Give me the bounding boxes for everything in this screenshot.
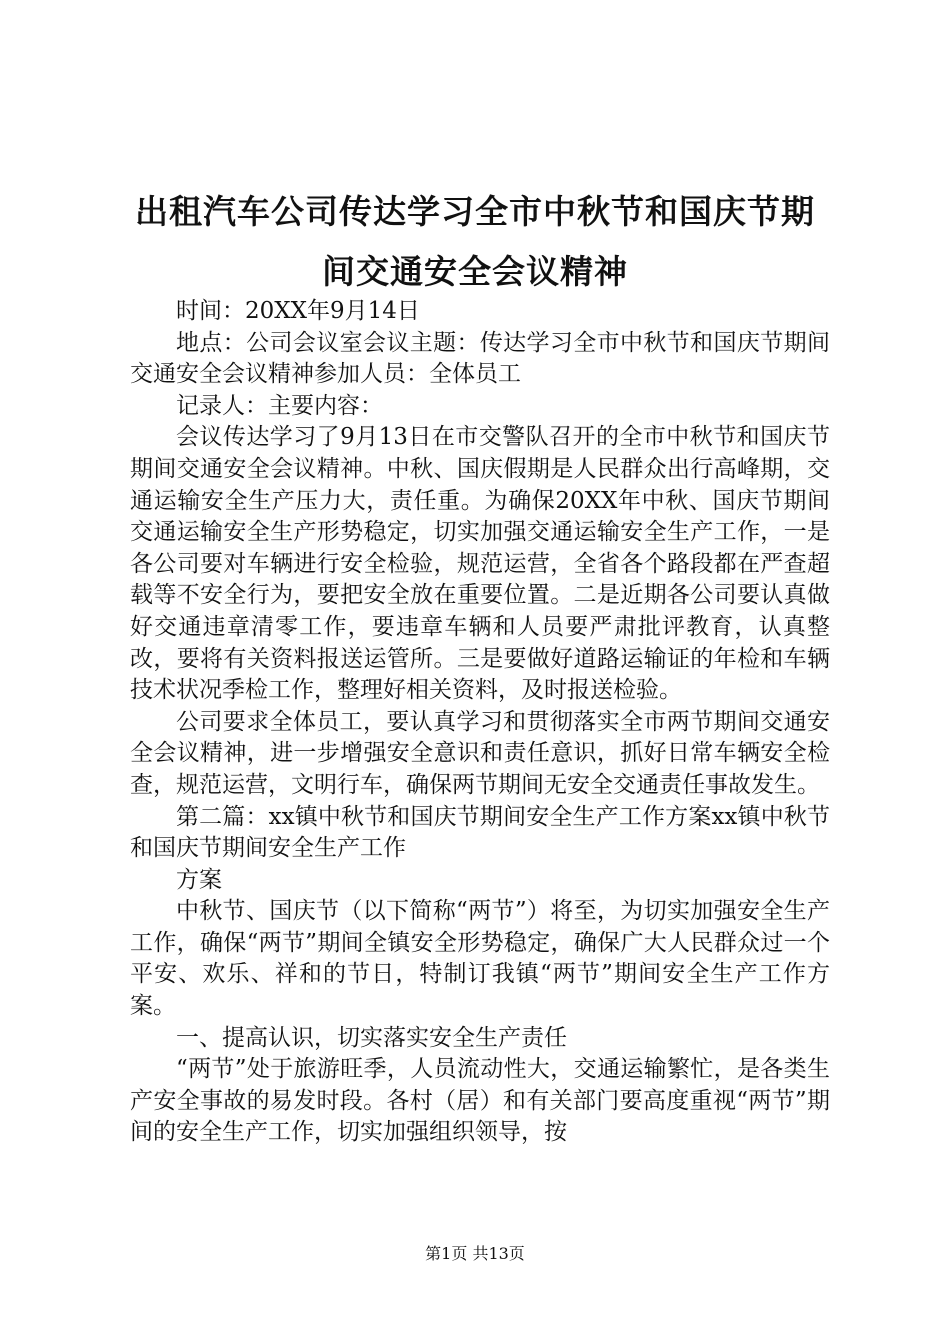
paragraph-meeting-content: 会议传达学习了9月13日在市交警队召开的全市中秋节和国庆节期间交通安全会议精神。中秋、国庆假期是人民群众出行高峰期，交通运输安全生产压力大，责任重。为确保20XX年中秋、国庆节期间交通运输安全生产形势稳定，切实加强交通运输安全生产工作，一是各公司要对车辆进行安全检验，规范运营，全省各个路段都在严查超载等不安全行为，要把安全放在重要位置。二是近期各公司要认真做好交通违章清零工作，要违章车辆和人员要严肃批评教育，认真整改，要将有关资料报送运管所。三是要做好道路运输证的年检和车辆技术状况季检工作，整理好相关资料，及时报送检验。 [130, 424, 830, 704]
page-number-footer: 第1页 共13页 [425, 1244, 525, 1263]
document-title: 出租汽车公司传达学习全市中秋节和国庆节期间交通安全会议精神 [135, 192, 815, 291]
paragraph-location: 地点：公司会议室会议主题：传达学习全市中秋节和国庆节期间交通安全会议精神参加人员：全体员工 [130, 329, 830, 388]
paragraph-plan-intro: 中秋节、国庆节（以下简称“两节”）将至，为切实加强安全生产工作，确保“两节”期间全镇安全形势稳定，确保广大人民群众过一个平安、欢乐、祥和的节日，特制订我镇“两节”期间安全生产工作方案。 [130, 898, 830, 1020]
paragraph-company-requirements: 公司要求全体员工，要认真学习和贯彻落实全市两节期间交通安全会议精神，进一步增强安全意识和责任意识，抓好日常车辆安全检查，规范运营，文明行车，确保两节期间无安全交通责任事故发生。 [130, 708, 830, 798]
paragraph-plan-label: 方案 [176, 866, 222, 893]
paragraph-recorder: 记录人：主要内容： [176, 392, 383, 419]
paragraph-section-one-heading: 一、提高认识，切实落实安全生产责任 [176, 1024, 567, 1051]
document-body [130, 296, 830, 1149]
paragraph-second-article-heading: 第二篇：xx镇中秋节和国庆节期间安全生产工作方案xx镇中秋节和国庆节期间安全生产工作 [130, 803, 830, 862]
paragraph-section-one-body: “两节”处于旅游旺季，人员流动性大，交通运输繁忙，是各类生产安全事故的易发时段。各村（居）和有关部门要高度重视“两节”期间的安全生产工作，切实加强组织领导，按 [130, 1056, 830, 1146]
paragraph-time: 时间：20XX年9月14日 [176, 298, 420, 324]
